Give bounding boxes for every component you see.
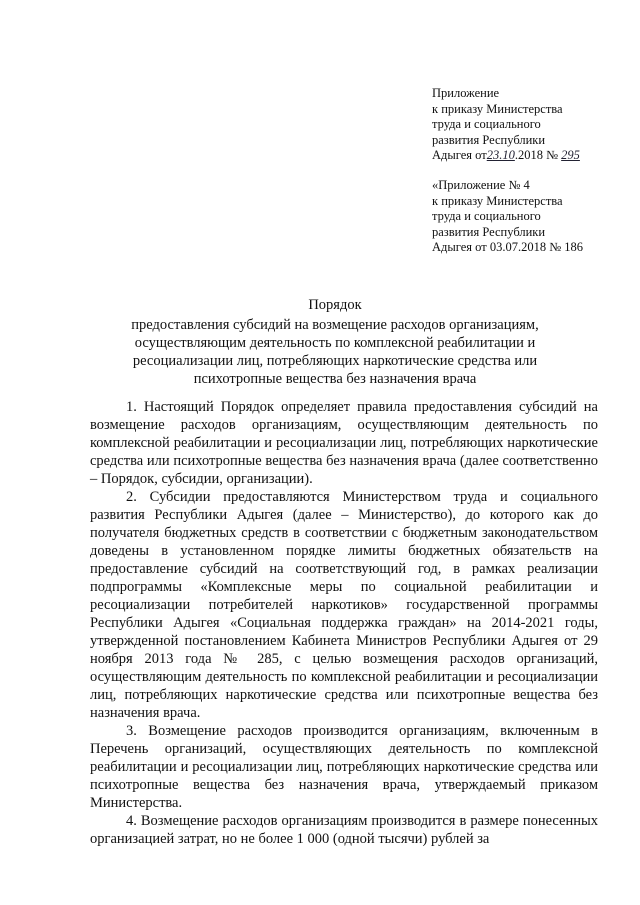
document-title-block	[90, 296, 580, 388]
stamp-line: Приложение	[432, 86, 500, 100]
paragraph-3: 3. Возмещение расходов производится организациям, включенным в Перечень организаций, осуществляющих деятельность по комплексной реабилитации и ресоциализации лиц, потребляющих наркотические средства или психотропные вещества без назначения врача, утверждаемый приказом Министерства.	[90, 723, 598, 811]
stamp-line: к приказу Министерства	[432, 101, 563, 116]
subtitle-line: ресоциализации лиц, потребляющих наркотические средства или	[132, 353, 538, 369]
date-prefix: Адыгея от	[432, 148, 487, 162]
stamp-line: развития Республики	[432, 132, 546, 147]
document-body	[90, 398, 598, 848]
stamp-line: к приказу Министерства	[432, 193, 563, 208]
paragraph-2: 2. Субсидии предоставляются Министерством труда и социального развития Республики Адыгея (далее – Министерство), до которого как до получателя бюджетных средств в соответствии с бюджетным законодательством доведены в установленном порядке лимиты бюджетных обязательств на предоставление субсидий на соответствующий год, в рамках реализации подпрограммы «Комплексные меры по социальной реабилитации и ресоциализации потребителей наркотиков» государственной программы Республики Адыгея «Социальная поддержка граждан» на 2014-2021 годы, утвержденной постановлением Кабинета Министров Республики Адыгея от 29 ноября 2013 года № 285, с целью возмещения расходов организаций, осуществляющим деятельность по комплексной реабилитации и ресоциализации лиц, потребляющих наркотические средства или психотропные вещества без назначения врача.	[90, 489, 598, 721]
subtitle-line: предоставления субсидий на возмещение расходов организациям,	[131, 317, 539, 333]
stamp-line: «Приложение № 4	[432, 178, 530, 192]
original-appendix-stamp	[432, 178, 583, 256]
stamp-line: труда и социального	[432, 117, 541, 131]
stamp-line: труда и социального	[432, 209, 541, 223]
stamp-line: Адыгея от 03.07.2018 № 186	[432, 240, 584, 254]
year-number-label: .2018 №	[514, 148, 559, 162]
handwritten-date: 23.10	[486, 148, 515, 162]
handwritten-number: 295	[561, 148, 580, 162]
subtitle-line: осуществляющим деятельность по комплексной реабилитации и	[134, 335, 536, 351]
document-title: Порядок	[308, 297, 362, 313]
appendix-stamp	[432, 86, 580, 164]
subtitle-line: психотропные вещества без назначения врача	[193, 371, 477, 387]
stamp-line: развития Республики	[432, 224, 546, 239]
paragraph-4: 4. Возмещение расходов организациям производится в размере понесенных организацией затрат, но не более 1 000 (одной тысячи) рублей за	[90, 813, 598, 847]
paragraph-1: 1. Настоящий Порядок определяет правила предоставления субсидий на возмещение расходов организациям, осуществляющим деятельность по комплексной реабилитации и ресоциализации лиц, потребляющих наркотические средства или психотропные вещества без назначения врача (далее соответственно – Порядок, субсидии, организации).	[90, 399, 598, 487]
stamp-date-line	[432, 148, 580, 164]
